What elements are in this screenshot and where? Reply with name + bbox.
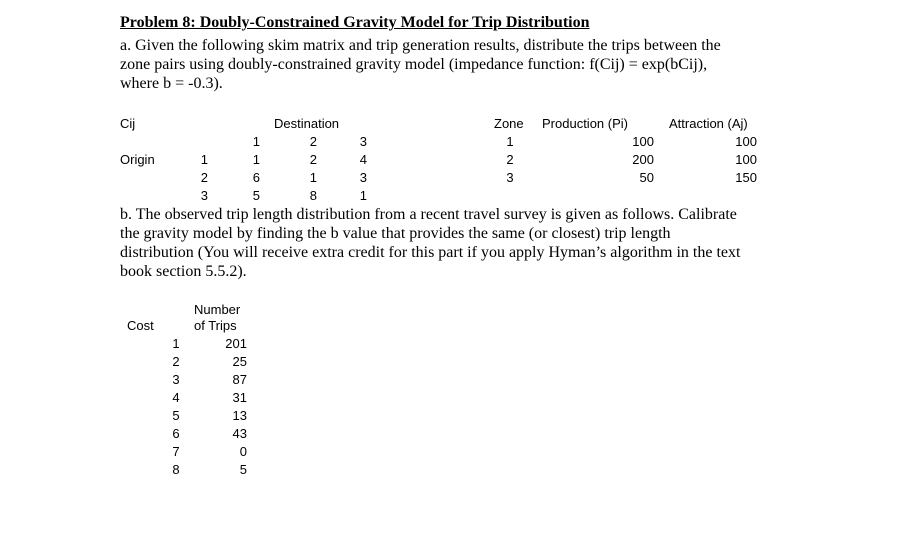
part-b-line: distribution (You will receive extra credit for this part if you apply Hyman’s algorithm in the text [120,244,741,261]
trips-cell: 87 [232,372,247,387]
dest-header: 1 [252,134,260,149]
skim-cell: 2 [309,152,317,167]
part-b-line: b. The observed trip length distribution from a recent travel survey is given as follows. Calibrate [120,206,737,223]
origin-header: 1 [200,152,208,167]
attraction-cell: 100 [735,134,757,149]
skim-label: Cij [120,116,136,131]
trips-cell: 5 [239,462,247,477]
trips-cell: 31 [232,390,247,405]
trips-header-line2: of Trips [194,318,237,333]
origin-header: 2 [200,170,208,185]
trips-cell: 0 [239,444,247,459]
zone-cell: 2 [506,152,514,167]
cost-cell: 8 [172,462,180,477]
cost-cell: 7 [172,444,180,459]
attraction-cell: 150 [735,170,757,185]
trips-cell: 201 [225,336,247,351]
trips-cell: 25 [232,354,247,369]
part-a-line: zone pairs using doubly-constrained gravity model (impedance function: f(Cij) = exp(bCij), [120,56,708,73]
skim-cell: 1 [359,188,367,203]
part-a-line: where b = -0.3). [120,75,223,92]
part-a-paragraph [120,36,721,93]
skim-cell: 1 [252,152,260,167]
trips-header-line1: Number [194,302,241,317]
skim-cell: 4 [359,152,367,167]
origin-label: Origin [120,152,155,167]
part-b-line: book section 5.5.2). [120,263,247,280]
dest-header: 3 [359,134,367,149]
production-cell: 100 [632,134,654,149]
zone-cell: 3 [506,170,514,185]
cost-cell: 3 [172,372,180,387]
skim-cell: 3 [359,170,367,185]
part-b-line: the gravity model by finding the b value that provides the same (or closest) trip length [120,225,671,242]
part-b-paragraph [120,205,740,281]
attraction-header: Attraction (Aj) [669,116,748,131]
dest-header: 2 [309,134,317,149]
cost-cell: 4 [172,390,180,405]
cost-cell: 1 [172,336,180,351]
part-a-line: a. Given the following skim matrix and trip generation results, distribute the trips between the [120,37,721,54]
skim-cell: 6 [252,170,260,185]
cost-header: Cost [127,318,154,333]
problem-title: Problem 8: Doubly-Constrained Gravity Model for Trip Distribution [120,14,590,31]
cost-cell: 5 [172,408,180,423]
trips-cell: 13 [232,408,247,423]
production-cell: 200 [632,152,654,167]
skim-cell: 5 [252,188,260,203]
zone-header: Zone [494,116,524,131]
origin-header: 3 [200,188,208,203]
attraction-cell: 100 [735,152,757,167]
zone-cell: 1 [506,134,514,149]
production-header: Production (Pi) [542,116,628,131]
destination-label: Destination [274,116,340,131]
skim-cell: 8 [309,188,317,203]
skim-cell: 1 [309,170,317,185]
production-cell: 50 [639,170,654,185]
cost-cell: 6 [172,426,180,441]
trips-cell: 43 [232,426,247,441]
cost-cell: 2 [172,354,180,369]
